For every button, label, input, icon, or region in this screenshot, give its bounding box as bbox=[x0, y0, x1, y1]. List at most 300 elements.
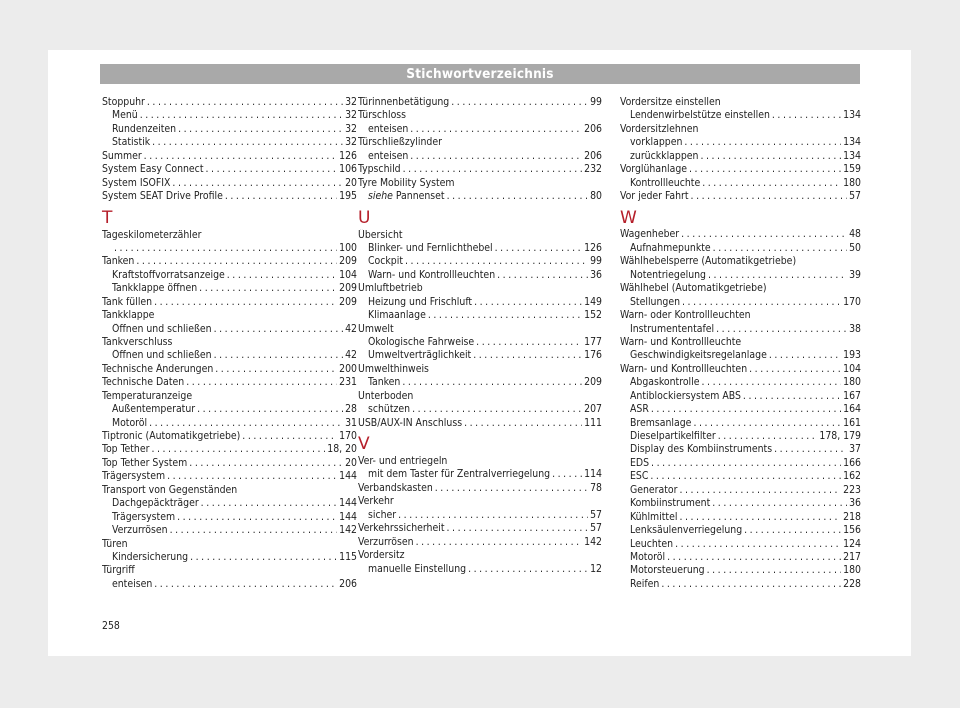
page-reference: 152 bbox=[584, 309, 602, 322]
page-reference: 223 bbox=[843, 483, 861, 496]
page-reference: 156 bbox=[843, 524, 861, 537]
page-number: 258 bbox=[102, 620, 120, 632]
index-entry bbox=[102, 96, 357, 109]
index-heading: Türschloss bbox=[358, 109, 407, 122]
entry-term: Stoppuhr bbox=[102, 96, 145, 108]
page-reference: 36 bbox=[849, 497, 861, 510]
index-heading: Temperaturanzeige bbox=[102, 389, 193, 402]
dot-leader bbox=[214, 323, 344, 336]
index-subentry bbox=[102, 417, 357, 430]
page-reference: 37 bbox=[849, 443, 861, 456]
section-letter: W bbox=[620, 207, 637, 228]
entry-term: Türinnenbetätigung bbox=[358, 96, 450, 108]
index-subentry bbox=[358, 242, 602, 255]
index-column-3 bbox=[620, 96, 861, 591]
page-reference: 207 bbox=[584, 403, 602, 416]
page-reference: 142 bbox=[339, 524, 357, 537]
index-subentry bbox=[358, 336, 602, 349]
dot-leader bbox=[774, 444, 847, 457]
dot-leader bbox=[178, 123, 343, 136]
page-reference: 32 bbox=[345, 96, 357, 108]
page-reference: 99 bbox=[590, 96, 602, 108]
index-heading: Tageskilometerzähler bbox=[102, 228, 202, 241]
index-entry bbox=[102, 363, 357, 376]
dot-leader bbox=[451, 96, 588, 109]
page-reference: 170 bbox=[843, 295, 861, 308]
entry-term: Typschild bbox=[358, 163, 401, 176]
entry-term: Menü bbox=[112, 109, 138, 122]
dot-leader bbox=[495, 242, 583, 255]
dot-leader bbox=[716, 323, 847, 336]
index-subentry bbox=[358, 309, 602, 322]
entry-term: Technische Änderungen bbox=[102, 362, 214, 375]
index-column-2 bbox=[358, 96, 602, 576]
dot-leader bbox=[681, 229, 847, 242]
index-subentry bbox=[620, 564, 861, 577]
dot-leader bbox=[405, 255, 588, 268]
entry-term: Geschwindigkeitsregelanlage bbox=[630, 349, 767, 362]
page-reference: 180 bbox=[843, 176, 861, 189]
page-reference: 20 bbox=[345, 456, 357, 469]
dot-leader bbox=[474, 296, 582, 309]
index-entry bbox=[102, 457, 357, 470]
dot-leader bbox=[708, 269, 847, 282]
index-subentry bbox=[358, 269, 602, 282]
dot-leader bbox=[447, 522, 589, 535]
index-heading: Wählhebel (Automatikgetriebe) bbox=[620, 282, 767, 295]
page-reference: 31 bbox=[345, 416, 357, 429]
index-subentry bbox=[620, 551, 861, 564]
page-reference: 39 bbox=[849, 268, 861, 281]
index-entry bbox=[620, 229, 861, 242]
dot-leader bbox=[428, 309, 582, 322]
dot-leader bbox=[167, 470, 337, 483]
dot-leader bbox=[242, 430, 337, 443]
entry-term: Verzurrösen bbox=[112, 524, 168, 537]
dot-leader bbox=[190, 551, 337, 564]
entry-term: enteisen bbox=[368, 122, 409, 135]
entry-see-target: Pannenset bbox=[392, 190, 445, 203]
dot-leader bbox=[215, 363, 337, 376]
dot-leader bbox=[769, 349, 841, 362]
page-reference: 50 bbox=[849, 241, 861, 254]
index-entry bbox=[102, 430, 357, 443]
index-heading: Ver- und entriegeln bbox=[358, 455, 448, 468]
page-reference: 206 bbox=[584, 149, 602, 162]
index-entry bbox=[358, 163, 602, 176]
dot-leader bbox=[702, 376, 842, 389]
entry-term: ASR bbox=[630, 403, 649, 416]
page-reference: 42 bbox=[345, 349, 357, 362]
index-heading: Türen bbox=[102, 537, 128, 550]
index-heading: Umwelt bbox=[358, 322, 394, 335]
page-reference: 176 bbox=[584, 349, 602, 362]
entry-term: EDS bbox=[630, 456, 650, 469]
entry-term: Motorsteuerung bbox=[630, 564, 705, 577]
dot-leader bbox=[412, 403, 582, 416]
entry-term: Trägersystem bbox=[112, 510, 176, 523]
index-subentry bbox=[620, 109, 861, 122]
entry-term: Wagenheber bbox=[620, 228, 680, 241]
entry-term: Statistik bbox=[112, 136, 151, 149]
dot-leader bbox=[497, 269, 588, 282]
index-heading: Vordersitzlehnen bbox=[620, 122, 699, 135]
index-subentry bbox=[620, 457, 861, 470]
index-subentry bbox=[620, 417, 861, 430]
entry-term: USB/AUX-IN Anschluss bbox=[358, 416, 463, 429]
entry-term: Tiptronic (Automatikgetriebe) bbox=[102, 430, 241, 443]
entry-see-label: siehe bbox=[368, 190, 393, 203]
entry-term: sicher bbox=[368, 508, 397, 521]
entry-term: Außentemperatur bbox=[112, 403, 196, 416]
page-reference: 32 bbox=[345, 136, 357, 149]
entry-term: Kombiinstrument bbox=[630, 497, 711, 510]
entry-term: Bremsanlage bbox=[630, 416, 692, 429]
page-reference: 164 bbox=[843, 403, 861, 416]
dot-leader bbox=[435, 482, 588, 495]
index-subentry bbox=[102, 123, 357, 136]
page-reference: 144 bbox=[339, 510, 357, 523]
index-subentry bbox=[102, 497, 357, 510]
dot-leader bbox=[225, 190, 337, 203]
entry-term: Verzurrösen bbox=[358, 535, 414, 548]
dot-leader bbox=[201, 497, 337, 510]
index-subentry bbox=[102, 323, 357, 336]
dot-leader bbox=[227, 269, 337, 282]
page-reference: 166 bbox=[843, 456, 861, 469]
page-reference: 57 bbox=[849, 190, 861, 203]
index-heading: Tankverschluss bbox=[102, 336, 173, 348]
page-reference: 134 bbox=[843, 109, 861, 122]
entry-term: Warn- und Kontrollleuchten bbox=[620, 362, 748, 375]
entry-term: Stellungen bbox=[630, 295, 681, 308]
page-reference: 162 bbox=[843, 470, 861, 483]
index-heading: Tyre Mobility System bbox=[358, 176, 455, 189]
page-title: Stichwortverzeichnis bbox=[100, 64, 860, 84]
index-entry bbox=[102, 242, 357, 255]
entry-term: Tank füllen bbox=[102, 295, 153, 308]
dot-leader bbox=[144, 150, 337, 163]
index-entry bbox=[102, 163, 357, 176]
index-subentry bbox=[102, 403, 357, 416]
dot-leader bbox=[149, 417, 343, 430]
index-subentry bbox=[358, 403, 602, 416]
index-subentry bbox=[358, 349, 602, 362]
entry-term: Blinker- und Fernlichthebel bbox=[368, 241, 493, 254]
entry-term: Kindersicherung bbox=[112, 551, 189, 563]
dot-leader bbox=[682, 296, 841, 309]
index-subentry bbox=[358, 190, 602, 203]
dot-leader bbox=[707, 564, 842, 577]
page-reference: 99 bbox=[590, 255, 602, 268]
index-subentry bbox=[102, 551, 357, 564]
index-page bbox=[48, 50, 911, 656]
dot-leader bbox=[402, 376, 582, 389]
index-entry bbox=[620, 190, 861, 203]
index-heading: Umwelthinweis bbox=[358, 362, 429, 375]
dot-leader bbox=[691, 190, 848, 203]
dot-leader bbox=[177, 511, 337, 524]
dot-leader bbox=[700, 150, 841, 163]
page-reference: 42 bbox=[345, 322, 357, 335]
section-letter: V bbox=[358, 434, 370, 455]
page-reference: 20 bbox=[345, 176, 357, 189]
dot-leader bbox=[552, 469, 582, 482]
dot-leader bbox=[447, 190, 589, 203]
entry-term: Kühlmittel bbox=[630, 510, 678, 523]
dot-leader bbox=[702, 177, 841, 190]
dot-leader bbox=[464, 417, 582, 430]
index-subentry bbox=[358, 255, 602, 268]
index-entry bbox=[620, 163, 861, 176]
index-subentry bbox=[102, 269, 357, 282]
dot-leader bbox=[170, 524, 338, 537]
page-reference: 180 bbox=[843, 564, 861, 577]
index-heading: Tankklappe bbox=[102, 309, 155, 322]
dot-leader bbox=[140, 109, 343, 122]
entry-term: Lendenwirbelstütze einstellen bbox=[630, 109, 770, 122]
index-subentry bbox=[620, 150, 861, 163]
dot-leader bbox=[154, 296, 337, 309]
entry-term: Display des Kombiinstruments bbox=[630, 443, 773, 456]
page-reference: 12 bbox=[590, 562, 602, 575]
entry-term: Öffnen und schließen bbox=[112, 322, 212, 335]
dot-leader bbox=[154, 578, 337, 591]
index-entry bbox=[102, 376, 357, 389]
index-subentry bbox=[102, 578, 357, 591]
page-reference: 209 bbox=[339, 295, 357, 308]
page-reference: 231 bbox=[339, 376, 357, 389]
dot-leader bbox=[651, 457, 841, 470]
entry-term: Tanken bbox=[368, 376, 401, 389]
page-reference: 134 bbox=[843, 149, 861, 162]
index-subentry bbox=[620, 497, 861, 510]
page-reference: 144 bbox=[339, 497, 357, 510]
entry-term bbox=[368, 190, 445, 203]
page-reference: 200 bbox=[339, 362, 357, 375]
dot-leader bbox=[468, 563, 588, 576]
entry-term: enteisen bbox=[368, 149, 409, 162]
entry-term: Technische Daten bbox=[102, 376, 185, 389]
page-reference: 193 bbox=[843, 349, 861, 362]
dot-leader bbox=[661, 578, 841, 591]
page-reference: 209 bbox=[339, 255, 357, 268]
index-heading: Vordersitz bbox=[358, 549, 405, 562]
index-entry bbox=[358, 536, 602, 549]
dot-leader bbox=[476, 336, 582, 349]
index-subentry bbox=[620, 269, 861, 282]
index-subentry bbox=[620, 390, 861, 403]
page-reference: 159 bbox=[843, 163, 861, 176]
index-heading: Wählhebelsperre (Automatikgetriebe) bbox=[620, 255, 797, 268]
dot-leader bbox=[214, 349, 344, 362]
index-subentry bbox=[358, 469, 602, 482]
entry-term: Dieselpartikelfilter bbox=[630, 430, 716, 443]
index-entry bbox=[102, 470, 357, 483]
dot-leader bbox=[206, 163, 338, 176]
page-reference: 217 bbox=[843, 551, 861, 563]
page-reference: 195 bbox=[339, 190, 357, 203]
index-subentry bbox=[620, 538, 861, 551]
index-heading: Warn- oder Kontrollleuchten bbox=[620, 309, 751, 322]
page-reference: 80 bbox=[590, 190, 602, 203]
entry-term: Ökologische Fahrweise bbox=[368, 336, 475, 348]
entry-term: Vorglühanlage bbox=[620, 163, 688, 176]
index-subentry bbox=[620, 376, 861, 389]
index-subentry bbox=[102, 109, 357, 122]
dot-leader bbox=[416, 536, 583, 549]
index-subentry bbox=[358, 150, 602, 163]
dot-leader bbox=[689, 163, 841, 176]
index-subentry bbox=[358, 563, 602, 576]
dot-leader bbox=[718, 430, 818, 443]
entry-term: Top Tether System bbox=[102, 456, 188, 469]
page-reference: 126 bbox=[584, 241, 602, 254]
index-subentry bbox=[358, 296, 602, 309]
entry-term: Umweltverträglichkeit bbox=[368, 349, 472, 362]
dot-leader bbox=[743, 390, 841, 403]
index-subentry bbox=[620, 484, 861, 497]
index-entry bbox=[102, 296, 357, 309]
entry-term: Aufnahmepunkte bbox=[630, 241, 711, 254]
page-reference: 170 bbox=[339, 430, 357, 443]
index-heading: Transport von Gegenständen bbox=[102, 483, 238, 496]
entry-term: System SEAT Drive Profile bbox=[102, 190, 223, 203]
index-subentry bbox=[358, 123, 602, 136]
page-reference: 18, 20 bbox=[327, 443, 357, 456]
dot-leader bbox=[667, 551, 841, 564]
dot-leader bbox=[679, 484, 841, 497]
dot-leader bbox=[744, 524, 841, 537]
entry-term: Kontrollleuchte bbox=[630, 176, 701, 189]
page-reference: 78 bbox=[590, 481, 602, 494]
dot-leader bbox=[693, 417, 841, 430]
page-reference: 115 bbox=[339, 551, 357, 563]
dot-leader bbox=[197, 403, 343, 416]
dot-leader bbox=[403, 163, 583, 176]
section-letter: U bbox=[358, 207, 371, 228]
page-reference: 106 bbox=[339, 163, 357, 176]
entry-term: Instrumententafel bbox=[630, 322, 715, 335]
dot-leader bbox=[147, 96, 343, 109]
page-reference: 218 bbox=[843, 510, 861, 523]
entry-term: Öffnen und schließen bbox=[112, 349, 212, 362]
index-subentry bbox=[102, 136, 357, 149]
index-subentry bbox=[620, 578, 861, 591]
dot-leader bbox=[398, 509, 588, 522]
page-reference: 144 bbox=[339, 470, 357, 483]
entry-term: Top Tether bbox=[102, 443, 150, 456]
entry-term: Klimaanlage bbox=[368, 309, 426, 322]
index-heading: Türschließzylinder bbox=[358, 136, 442, 149]
page-reference: 178, 179 bbox=[819, 430, 861, 443]
entry-term: Rundenzeiten bbox=[112, 122, 177, 135]
index-subentry bbox=[620, 349, 861, 362]
index-subentry bbox=[620, 242, 861, 255]
entry-term: enteisen bbox=[112, 577, 153, 590]
page-reference: 206 bbox=[584, 122, 602, 135]
index-heading: Vordersitze einstellen bbox=[620, 96, 721, 108]
entry-term: Reifen bbox=[630, 577, 660, 590]
entry-term: Lenksäulenverriegelung bbox=[630, 524, 743, 537]
entry-term: Summer bbox=[102, 149, 142, 162]
page-reference: 206 bbox=[339, 577, 357, 590]
index-entry bbox=[358, 96, 602, 109]
index-entry bbox=[358, 417, 602, 430]
dot-leader bbox=[712, 497, 847, 510]
dot-leader bbox=[679, 511, 841, 524]
entry-term: Warn- und Kontrollleuchten bbox=[368, 268, 496, 281]
dot-leader bbox=[199, 282, 337, 295]
page-reference: 28 bbox=[345, 403, 357, 416]
dot-leader bbox=[152, 136, 343, 149]
page-reference: 134 bbox=[843, 136, 861, 149]
section-letter: T bbox=[102, 207, 113, 228]
index-heading: Türgriff bbox=[102, 564, 135, 577]
entry-term: Tanken bbox=[102, 255, 135, 268]
index-subentry bbox=[102, 282, 357, 295]
entry-term: zurückklappen bbox=[630, 149, 699, 162]
entry-term: Trägersystem bbox=[102, 470, 166, 483]
index-subentry bbox=[102, 511, 357, 524]
index-subentry bbox=[102, 349, 357, 362]
index-subentry bbox=[358, 376, 602, 389]
page-reference: 177 bbox=[584, 336, 602, 348]
page-reference: 209 bbox=[584, 376, 602, 389]
entry-term: Notentriegelung bbox=[630, 268, 706, 281]
index-subentry bbox=[620, 470, 861, 483]
index-subentry bbox=[620, 296, 861, 309]
entry-term: Generator bbox=[630, 483, 678, 496]
index-subentry bbox=[620, 403, 861, 416]
dot-leader bbox=[772, 109, 841, 122]
entry-term: Abgaskontrolle bbox=[630, 376, 700, 389]
page-reference: 38 bbox=[849, 322, 861, 335]
index-heading: Übersicht bbox=[358, 228, 403, 241]
page-reference: 111 bbox=[584, 416, 602, 429]
index-subentry bbox=[102, 524, 357, 537]
page-reference: 124 bbox=[843, 537, 861, 550]
dot-leader bbox=[713, 242, 847, 255]
index-subentry bbox=[620, 511, 861, 524]
index-column-1 bbox=[102, 96, 357, 591]
entry-term: manuelle Einstellung bbox=[368, 562, 467, 575]
entry-term: ESC bbox=[630, 470, 649, 483]
index-heading: Unterboden bbox=[358, 389, 414, 402]
page-reference: 228 bbox=[843, 577, 861, 590]
index-subentry bbox=[620, 524, 861, 537]
page-reference: 57 bbox=[590, 522, 602, 535]
entry-term: mit dem Taster für Zentralverriegelung bbox=[368, 468, 551, 481]
dot-leader bbox=[473, 349, 582, 362]
entry-term: Tankklappe öffnen bbox=[112, 282, 198, 295]
index-subentry bbox=[620, 444, 861, 457]
page-reference: 232 bbox=[584, 163, 602, 176]
page-reference: 104 bbox=[339, 268, 357, 281]
index-entry bbox=[102, 177, 357, 190]
entry-term: Heizung und Frischluft bbox=[368, 295, 473, 308]
index-heading: Warn- und Kontrollleuchte bbox=[620, 336, 742, 348]
entry-term: System ISOFIX bbox=[102, 176, 171, 189]
entry-term: Motoröl bbox=[112, 416, 148, 429]
index-entry bbox=[358, 482, 602, 495]
entry-term: Vor jeder Fahrt bbox=[620, 190, 689, 203]
index-heading: Umluftbetrieb bbox=[358, 282, 423, 295]
dot-leader bbox=[650, 470, 841, 483]
index-entry bbox=[102, 444, 357, 457]
entry-term: Antiblockiersystem ABS bbox=[630, 389, 741, 402]
page-reference: 100 bbox=[339, 241, 357, 254]
